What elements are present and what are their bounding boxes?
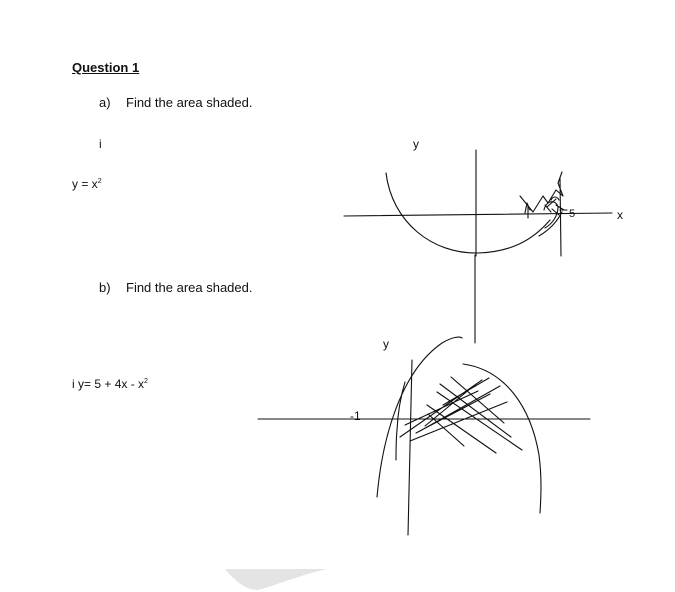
page-smudge: [225, 569, 327, 590]
graph-b-hatching: [400, 377, 522, 453]
question-heading: Question 1: [72, 60, 140, 75]
part-a-equation-power: 2: [97, 178, 102, 185]
part-b-equation-base: i y= 5 + 4x - x: [72, 377, 145, 391]
part-a-label: a): [99, 95, 111, 110]
part-a-instruction: Find the area shaded.: [126, 95, 253, 110]
part-b-instruction: Find the area shaded.: [126, 280, 253, 295]
part-a-equation-base: y = x: [72, 177, 98, 191]
part-b-label: b): [99, 280, 111, 295]
graph-b-tick-neg1-label: -1: [350, 409, 361, 423]
graph-b-outer-curve: [377, 337, 462, 497]
graph-b-y-axis: [408, 360, 412, 535]
graph-a-tick-5-label: 5: [569, 208, 576, 220]
graph-b-inner-curve: [396, 382, 405, 460]
graph-b-y-axis-label: y: [383, 337, 389, 351]
part-b-equation-power: 2: [144, 378, 148, 385]
graph-a-y-axis-label: y: [413, 137, 419, 151]
graph-a-x-axis-label: x: [617, 208, 623, 222]
part-a-sub-label: i: [99, 137, 102, 151]
